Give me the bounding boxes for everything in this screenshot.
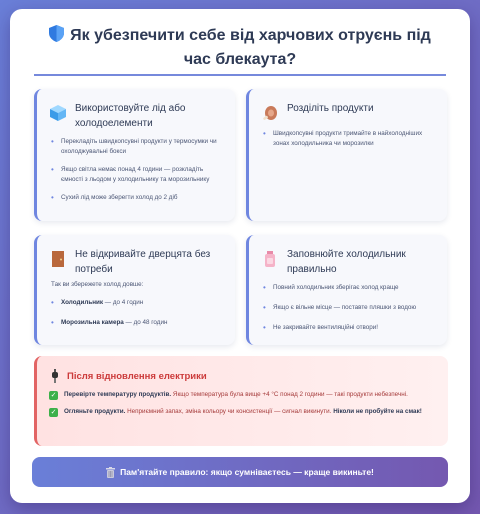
card-heading: Не відкривайте дверцята без потреби <box>75 249 211 275</box>
check-icon: ✓ <box>50 409 57 416</box>
page-title-text: Як убезпечити себе від харчових отруєнь під час блекаута? <box>70 27 431 68</box>
item-text: — до 48 годин <box>123 319 168 326</box>
item-bold: Морозильна камера <box>61 319 124 326</box>
list-item: • Перекладіть швидкопсувні продукти у термосумки чи охолоджувальні бокси <box>51 137 225 157</box>
reminder-banner <box>32 457 448 487</box>
item-bold: Холодильник <box>61 299 104 306</box>
shield-icon <box>49 25 64 42</box>
banner-text: Пам'ятайте правило: якщо сумніваєтесь — краще викиньте! <box>120 467 374 477</box>
list-item: • Повний холодильник зберігає холод краще <box>263 283 437 293</box>
list-item <box>51 298 225 308</box>
card-fill <box>246 235 447 345</box>
alert-tail: Ніколи не пробуйте на смак! <box>333 408 422 415</box>
card-heading: Заповнюйте холодильник правильно <box>287 249 406 275</box>
page-title <box>34 24 446 72</box>
alert-row <box>49 407 436 417</box>
meat-icon <box>261 104 279 122</box>
alert-heading: Після відновлення електрики <box>67 370 207 382</box>
alert-bold: Огляньте продукти. <box>64 408 126 415</box>
card-intro: Так ви збережете холод довше: <box>51 281 144 288</box>
card-heading: Використовуйте лід або холодоелементи <box>75 103 186 129</box>
list-item: • Не закривайте вентиляційні отвори! <box>263 323 437 333</box>
card-list <box>51 137 225 203</box>
alert-row <box>49 390 436 400</box>
door-icon <box>49 250 67 268</box>
list-item <box>51 318 225 328</box>
list-item: • Якщо світла немає понад 4 години — розкладіть ємності з льодом у холодильнику та морозильнику <box>51 165 225 185</box>
list-item: • Якщо є вільне місце — поставте пляшки з водою <box>263 303 437 313</box>
card-separate <box>246 89 447 221</box>
check-icon: ✓ <box>50 392 57 399</box>
alert-text: Якщо температура була вище +4 °C понад 2 години — такі продукти небезпечні. <box>171 391 408 398</box>
title-divider <box>34 74 446 76</box>
list-item: • Швидкопсувні продукти тримайте в найхолодніших зонах холодильника чи морозилки <box>263 129 437 149</box>
alert-text: Неприємний запах, зміна кольору чи консистенції — сигнал викинути. <box>125 408 334 415</box>
list-item: • Сухий лід може зберегти холод до 2 діб <box>51 193 225 203</box>
card-ice <box>34 89 235 221</box>
alert-bold: Перевірте температуру продуктів. <box>64 391 172 398</box>
card-list <box>263 129 437 149</box>
card-list <box>51 298 225 328</box>
alert-box <box>34 356 448 446</box>
trash-icon <box>106 467 115 478</box>
lamp-icon <box>51 369 59 383</box>
card-list <box>263 283 437 333</box>
ice-cube-icon <box>49 104 67 122</box>
card-heading: Розділіть продукти <box>287 103 374 114</box>
card-door <box>34 235 235 345</box>
item-text: — до 4 годин <box>103 299 144 306</box>
jar-icon <box>261 250 279 268</box>
